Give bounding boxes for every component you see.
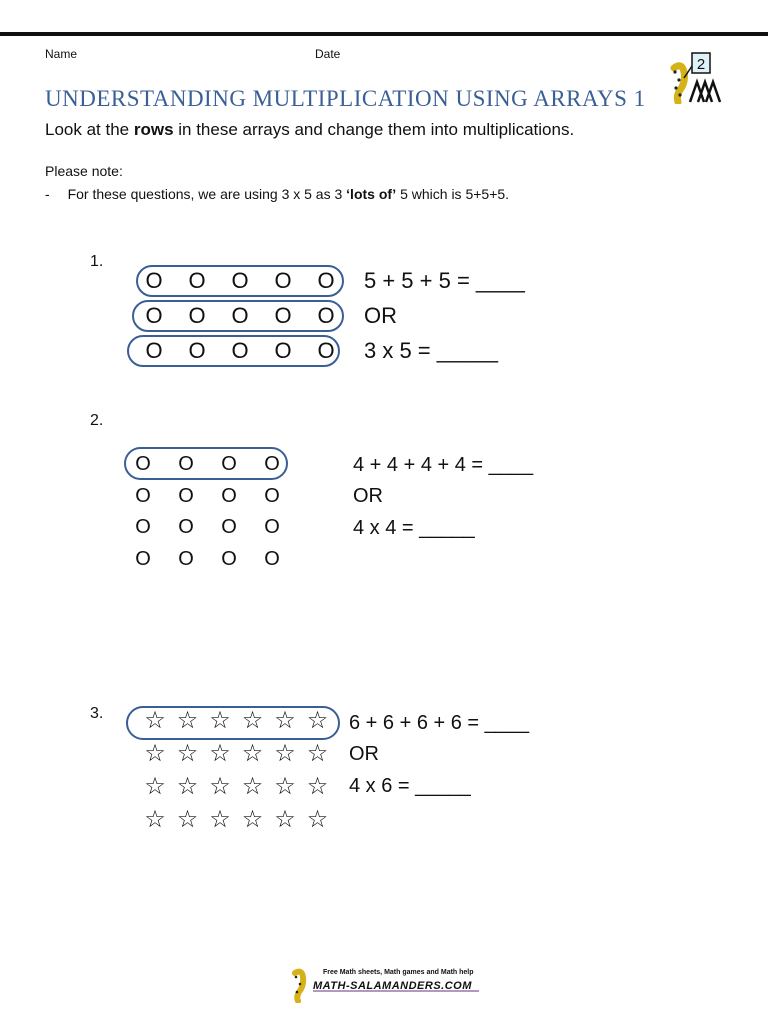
- star-icon: ☆: [241, 740, 264, 767]
- question-3-product: 4 x 6 = _____: [349, 775, 471, 797]
- star-icon: ☆: [274, 740, 296, 767]
- question-number: 1.: [90, 253, 104, 270]
- footer-site: MATH-SALAMANDERS.COM: [313, 980, 472, 992]
- logo-number: 2: [696, 56, 706, 73]
- question-1-sum: 5 + 5 + 5 = ____: [364, 268, 525, 293]
- star-icon: ☆: [241, 707, 264, 734]
- note-text-end: 5 which is 5+5+5.: [396, 186, 510, 202]
- star-icon: ☆: [176, 707, 199, 734]
- array-symbol: O: [231, 268, 249, 293]
- array-symbol: O: [178, 547, 194, 570]
- array-symbol: O: [264, 484, 280, 507]
- array-symbol: O: [188, 268, 206, 293]
- star-icon: ☆: [306, 773, 329, 800]
- star-icon: ☆: [274, 773, 296, 800]
- array-symbol: O: [188, 303, 206, 328]
- row-oval: [124, 447, 288, 480]
- array-symbol: O: [264, 453, 280, 475]
- star-icon: ☆: [209, 740, 231, 767]
- star-icon: ☆: [144, 707, 166, 734]
- question-1-product: 3 x 5 = _____: [364, 338, 498, 363]
- star-icon: ☆: [306, 806, 329, 833]
- row-oval: [136, 265, 344, 297]
- array-symbol: O: [135, 516, 151, 538]
- top-rule: [0, 32, 768, 36]
- array-symbol: O: [188, 338, 206, 363]
- star-icon: ☆: [209, 806, 231, 833]
- star-icon: ☆: [144, 806, 166, 833]
- star-icon: ☆: [176, 773, 199, 800]
- star-icon: ☆: [241, 806, 264, 833]
- array-symbol: O: [317, 303, 335, 328]
- array-symbol: O: [317, 268, 335, 293]
- array-symbol: O: [221, 516, 237, 538]
- array-symbol: O: [135, 453, 151, 475]
- question-number: 3.: [90, 705, 104, 722]
- array-symbol: O: [145, 338, 163, 363]
- star-icon: ☆: [209, 773, 231, 800]
- array-symbol: O: [274, 303, 292, 328]
- salamander-logo-icon: [662, 48, 724, 104]
- name-label: Name: [45, 47, 78, 61]
- row-oval: [127, 335, 340, 367]
- array-symbol: O: [264, 547, 280, 570]
- instructions: [45, 120, 574, 140]
- array-symbol: O: [231, 303, 249, 328]
- star-icon: ☆: [144, 740, 166, 767]
- note-heading: Please note:: [45, 163, 123, 179]
- note-text: For these questions, we are using 3 x 5 as 3: [67, 186, 347, 202]
- array-symbol: O: [231, 338, 249, 363]
- instructions-bold: rows: [133, 120, 174, 139]
- question-3-sum: 6 + 6 + 6 + 6 = ____: [349, 712, 530, 734]
- question-2-sum: 4 + 4 + 4 + 4 = ____: [353, 454, 534, 476]
- footer-logo: [287, 967, 487, 1003]
- array-symbol: O: [178, 516, 194, 538]
- question-3-or: OR: [349, 743, 379, 765]
- question-1-or: OR: [364, 303, 397, 328]
- array-symbol: O: [221, 547, 237, 570]
- star-icon: ☆: [209, 707, 231, 734]
- star-icon: ☆: [241, 773, 264, 800]
- instructions-text: Look at the: [45, 120, 134, 139]
- star-icon: ☆: [176, 740, 199, 767]
- row-oval: [126, 706, 340, 740]
- array-symbol: O: [274, 338, 292, 363]
- array-symbol: O: [145, 303, 163, 328]
- star-icon: ☆: [306, 740, 329, 767]
- footer-tagline: Free Math sheets, Math games and Math help: [323, 969, 474, 976]
- star-icon: ☆: [274, 806, 296, 833]
- array-symbol: O: [135, 484, 151, 507]
- note-line: [45, 186, 509, 202]
- page-title: UNDERSTANDING MULTIPLICATION USING ARRAYS 1: [45, 86, 646, 111]
- array-symbol: O: [135, 547, 151, 570]
- array-symbol: O: [178, 484, 194, 507]
- question-2-or: OR: [353, 485, 383, 507]
- star-icon: ☆: [176, 806, 199, 833]
- array-symbol: O: [221, 484, 237, 507]
- array-symbol: O: [274, 268, 292, 293]
- star-icon: ☆: [306, 707, 329, 734]
- array-symbol: O: [264, 516, 280, 538]
- array-symbol: O: [178, 453, 194, 475]
- array-symbol: O: [145, 268, 163, 293]
- note-bold: ‘lots of’: [346, 186, 397, 202]
- question-number: 2.: [90, 412, 104, 429]
- array-symbol: O: [317, 338, 335, 363]
- instructions-text-end: in these arrays and change them into multiplications.: [173, 120, 575, 139]
- star-icon: ☆: [144, 773, 166, 800]
- array-symbol: O: [221, 453, 237, 475]
- question-2-product: 4 x 4 = _____: [353, 517, 475, 539]
- star-icon: ☆: [274, 707, 296, 734]
- note-dash: -: [45, 186, 50, 202]
- date-label: Date: [315, 47, 341, 61]
- row-oval: [132, 300, 344, 332]
